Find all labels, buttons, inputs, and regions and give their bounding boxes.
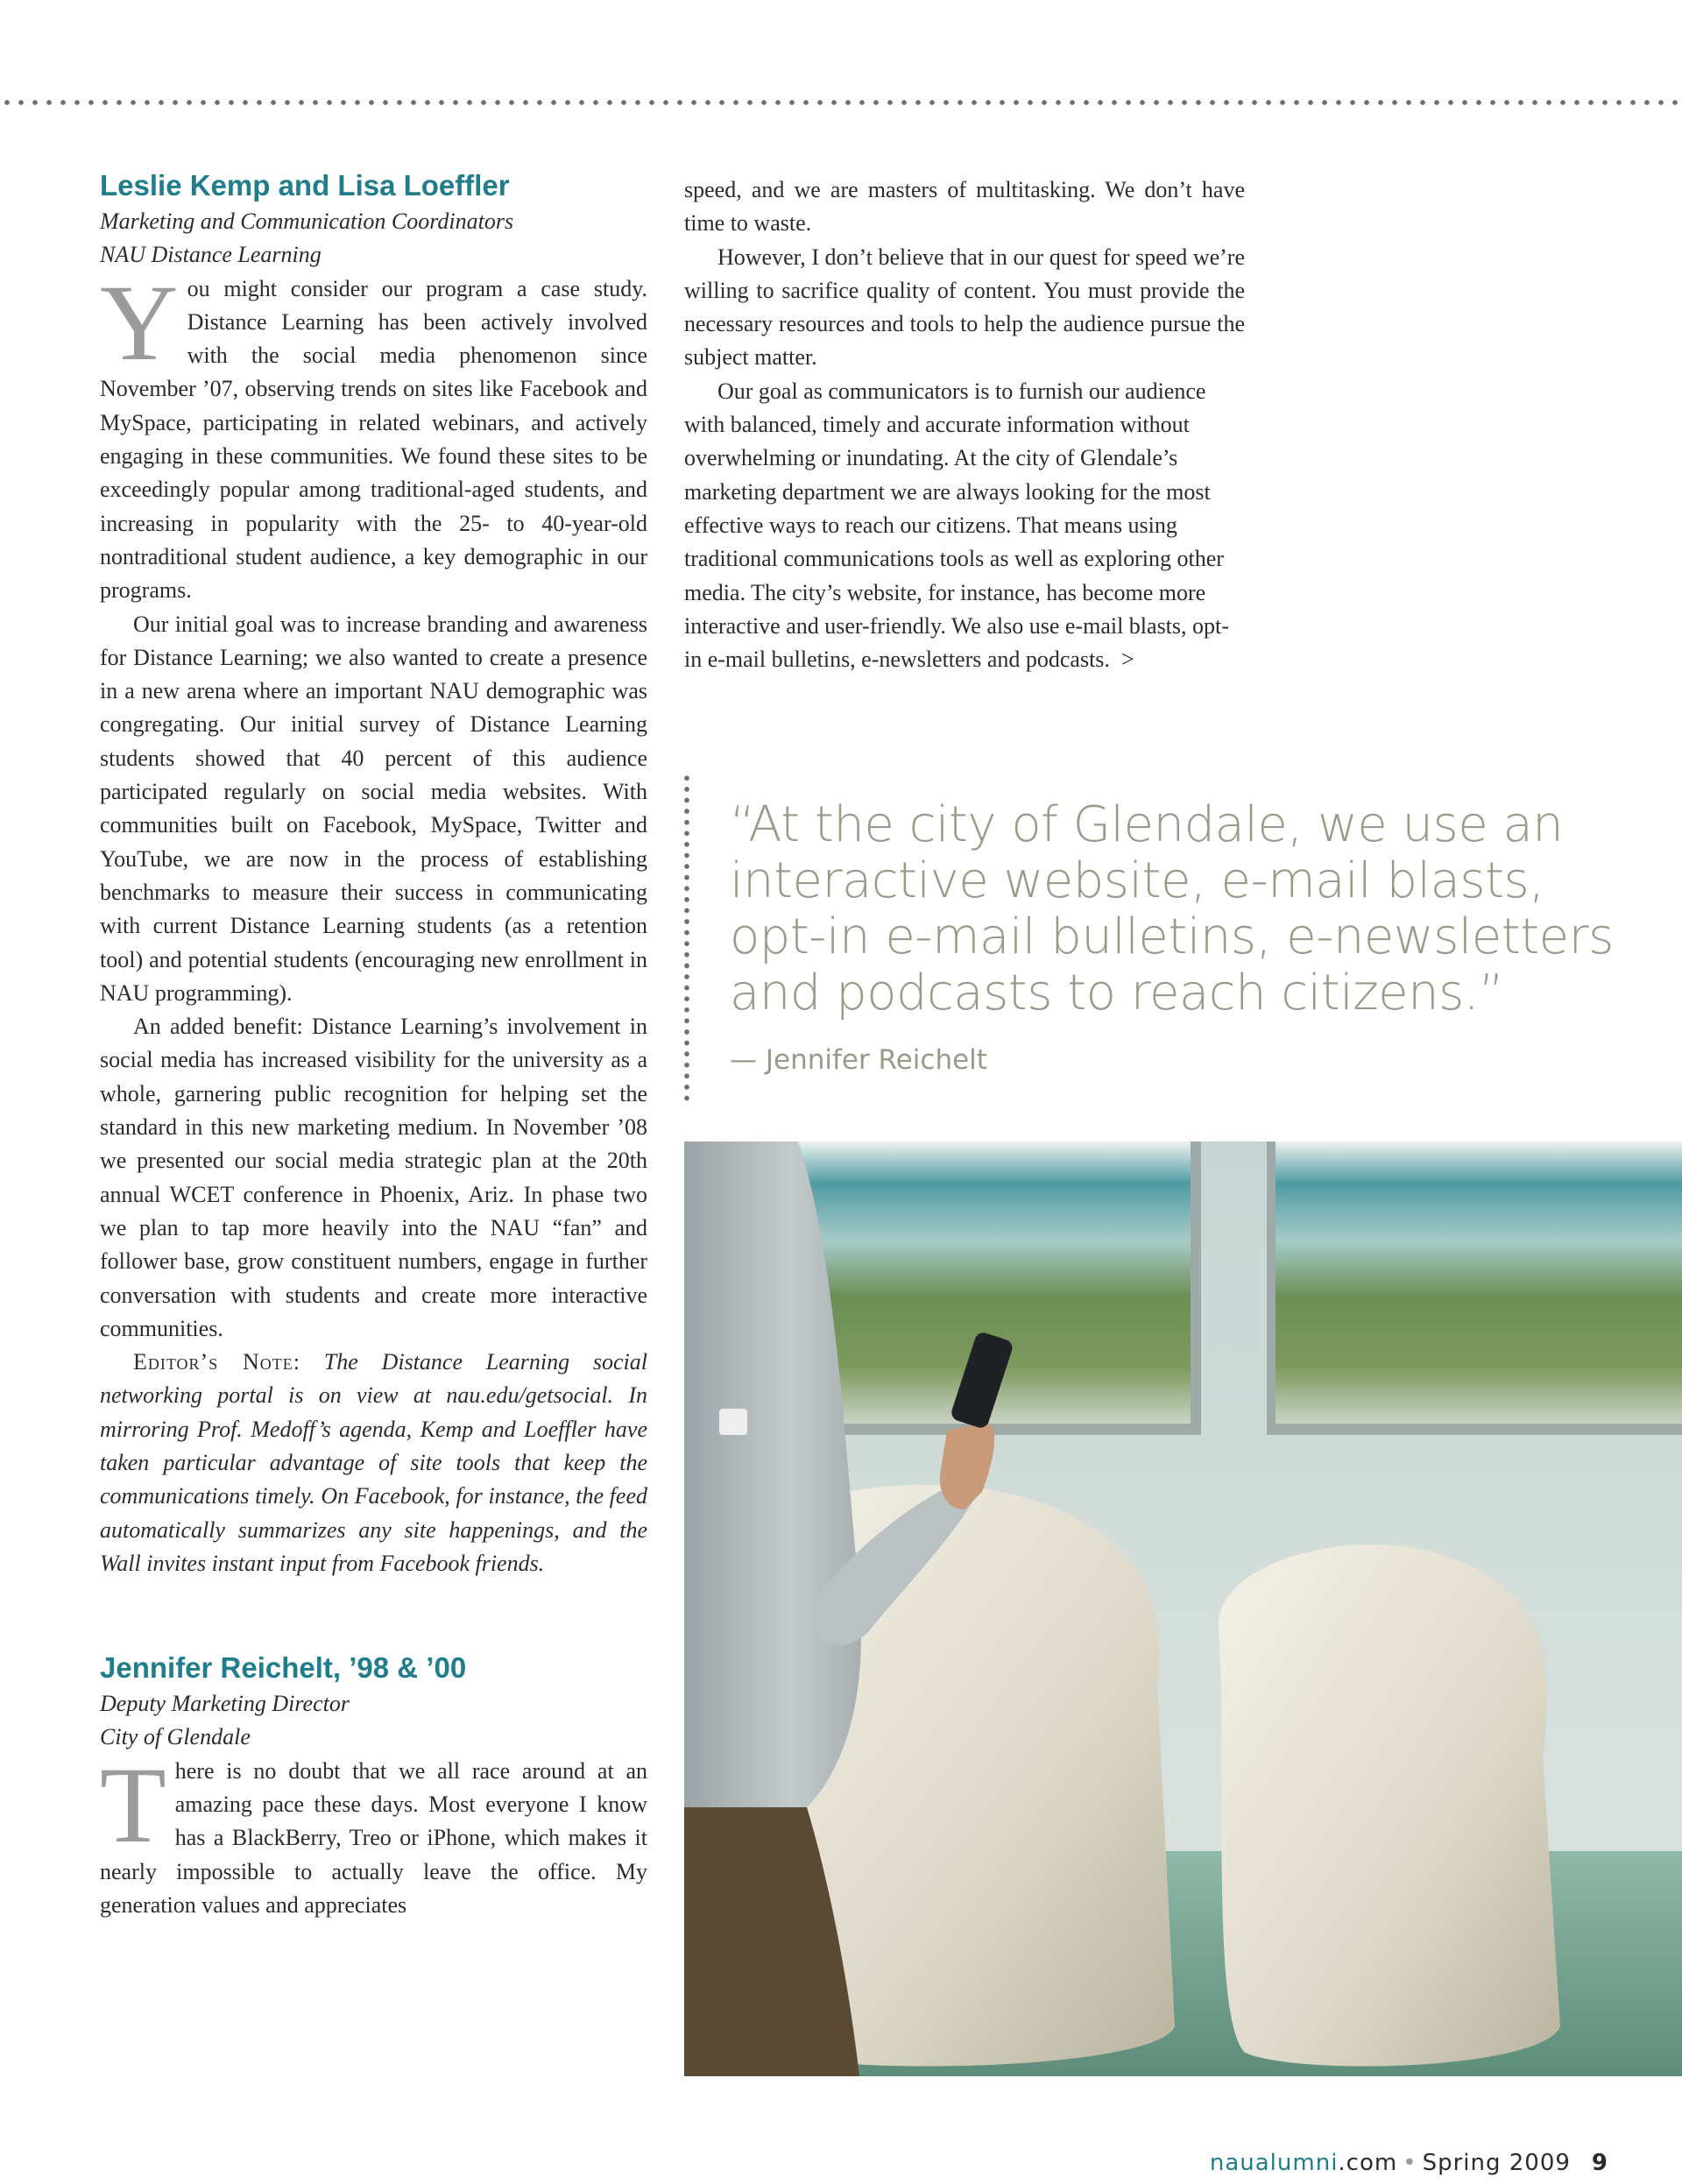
paragraph-intro	[100, 1744, 647, 1922]
continue-marker: >	[1120, 647, 1134, 673]
paragraph: Our initial goal was to increase branding and awareness for Distance Learning; we also wanted to create a presence in a new arena where an important NAU demographic was congregating. Our initial survey of Distance Learning students showed that 40 percent of this audience participated regularly on social media websites. With communities built on Facebook, MySpace, Twitter and YouTube, we are now in the process of establishing benchmarks to measure their success in communicating with current Distance Learning students (as a retention tool) and potential students (encouraging new enrollment in NAU programming).	[100, 611, 647, 1006]
editors-note-text: The Distance Learning social networking portal is on view at nau.edu/getsocial. In mirroring Prof. Medoff’s agenda, Kemp and Loeffler have taken particular advantage of site tools that keep the communications timely. On Facebook, for instance, the feed automatically summarizes any site happenings, and the Wall invites instant input from Facebook friends.	[100, 1349, 647, 1576]
pull-quote-dotted-rule	[683, 773, 690, 1106]
paragraph-text: ou might consider our program a case study. Distance Learning has been actively involved with the social media phenomenon since November ’07, observing trends on sites like Facebook and MySpace, participating in related webinars, and actively engaging in these communities. We found these sites to be exceedingly popular among traditional-aged students, and increasing in popularity with the 25- to 40-year-old nontraditional student audience, a key demographic in our programs.	[100, 275, 647, 604]
pull-quote: “At the city of Glendale, we use an interactive website, e-mail blasts, opt-in e-mail bulletins, e-newsletters and podcasts to reach citizens.”	[730, 796, 1614, 1021]
top-dotted-rule	[0, 98, 1682, 107]
section-heading-kemp-loeffler: Leslie Kemp and Lisa Loeffler	[100, 169, 510, 201]
paragraph: An added benefit: Distance Learning’s involvement in social media has increased visibility for the university as a whole, garnering public recognition for helping set the standard in this new marketing medium. In November ’08 we presented our social media strategic plan at the 20th annual WCET conference in Phoenix, Ariz. In phase two we plan to tap more heavily into the NAU “fan” and follower base, grow constituent numbers, engage in further conversation with students and create more interactive communities.	[100, 1014, 647, 1341]
editors-note-label: Editor’s Note:	[133, 1349, 300, 1375]
drop-cap: Y	[100, 262, 179, 383]
paragraph	[684, 375, 1245, 677]
section-heading-reichelt: Jennifer Reichelt, ’98 & ’00	[100, 1651, 467, 1685]
drop-cap: T	[100, 1744, 166, 1865]
paragraph-intro	[100, 262, 647, 608]
footer-issue: Spring 2009	[1422, 2150, 1571, 2176]
byline-org: City of Glendale	[100, 1724, 251, 1750]
footer-separator: •	[1403, 2150, 1417, 2176]
paragraph-continued: speed, and we are masters of multitasking. We don’t have time to waste.	[684, 177, 1245, 237]
page-number: 9	[1591, 2150, 1608, 2176]
paragraph-text: here is no doubt that we all race around at an amazing pace these days. Most everyone I know has a BlackBerry, Treo or iPhone, which makes it nearly impossible to actually leave the office. My generation values and appreciates	[100, 1757, 647, 1918]
footer-site-name: naualumni	[1209, 2150, 1339, 2176]
paragraph: However, I don’t believe that in our quest for speed we’re willing to sacrifice quality of content. You must provide the necessary resources and tools to help the audience pursue the subject matter.	[684, 244, 1245, 371]
left-column	[100, 168, 647, 1922]
photo-man-with-phone-on-train	[684, 1141, 1682, 2076]
byline-role: Marketing and Communication Coordinators	[100, 209, 514, 234]
editors-note	[100, 1346, 647, 1580]
footer-site-suffix: .com	[1338, 2150, 1398, 2176]
page-footer	[1210, 2150, 1608, 2176]
paragraph-text: Our goal as communicators is to furnish our audience with balanced, timely and accurate information without overwhelming or inundating. At the city of Glendale’s marketing department we are always looking for the most effective ways to reach our citizens. That means using traditional communications tools as well as exploring other media. The city’s website, for instance, has become more interactive and user-friendly. We also use e-mail blasts, opt-in e-mail bulletins, e-newsletters and podcasts.	[684, 378, 1229, 673]
byline-org: NAU Distance Learning	[100, 242, 322, 268]
right-column	[684, 173, 1245, 676]
byline-role: Deputy Marketing Director	[100, 1691, 350, 1717]
pull-quote-attribution: — Jennifer Reichelt	[730, 1044, 987, 1076]
